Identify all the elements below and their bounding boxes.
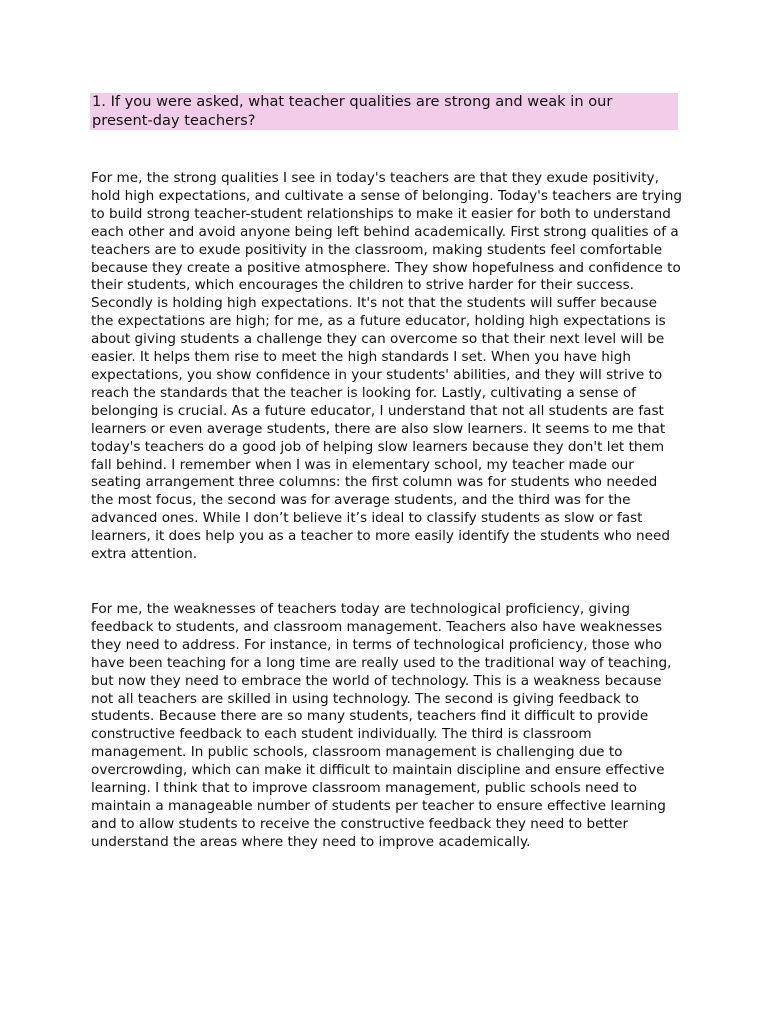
weaknesses-paragraph: For me, the weaknesses of teachers today are technological proficiency, giving feedback to students, and classroom management. Teachers also have weaknesses they need to address. For instance, in terms of technological proficiency, those who have been teaching for a long time are really used to the traditional way of teaching, but now they need to embrace the world of technology. This is a weakness because not all teachers are skilled in using technology. The second is giving feedback to students. Because there are so many students, teachers find it difficult to provide constructive feedback to each student individually. The third is classroom management. In public schools, classroom management is challenging due to overcrowding, which can make it difficult to maintain discipline and ensure effective learning. I think that to improve classroom management, public schools need to maintain a manageable number of students per teacher to ensure effective learning and to allow students to receive the constructive feedback they need to better understand the areas where they need to improve academically. <box>91 601 672 850</box>
question-heading: 1. If you were asked, what teacher qualities are strong and weak in our present-day teachers? <box>90 93 678 130</box>
strengths-paragraph: For me, the strong qualities I see in today's teachers are that they exude positivity, hold high expectations, and cultivate a sense of belonging. Today's teachers are trying to build strong teacher-student relationships to make it easier for both to understand each other and avoid anyone being left behind academically. First strong qualities of a teachers are to exude positivity in the classroom, making students feel comfortable because they create a positive atmosphere. They show hopefulness and confidence to their students, which encourages the children to strive harder for their success. Secondly is holding high expectations. It's not that the students will suffer because the expectations are high; for me, as a future educator, holding high expectations is about giving students a challenge they can overcome so that their next level will be easier. It helps them rise to meet the high standards I set. When you have high expectations, you show confidence in your students' abilities, and they will strive to reach the standards that the teacher is looking for. Lastly, cultivating a sense of belonging is crucial. As a future educator, I understand that not all students are fast learners or even average students, there are also slow learners. It seems to me that today's teachers do a good job of helping slow learners because they don't let them fall behind. I remember when I was in elementary school, my teacher made our seating arrangement three columns: the first column was for students who needed the most focus, the second was for average students, and the third was for the advanced ones. While I don’t believe it’s ideal to classify students as slow or fast learners, it does help you as a teacher to more easily identify the students who need extra attention. <box>91 170 683 563</box>
